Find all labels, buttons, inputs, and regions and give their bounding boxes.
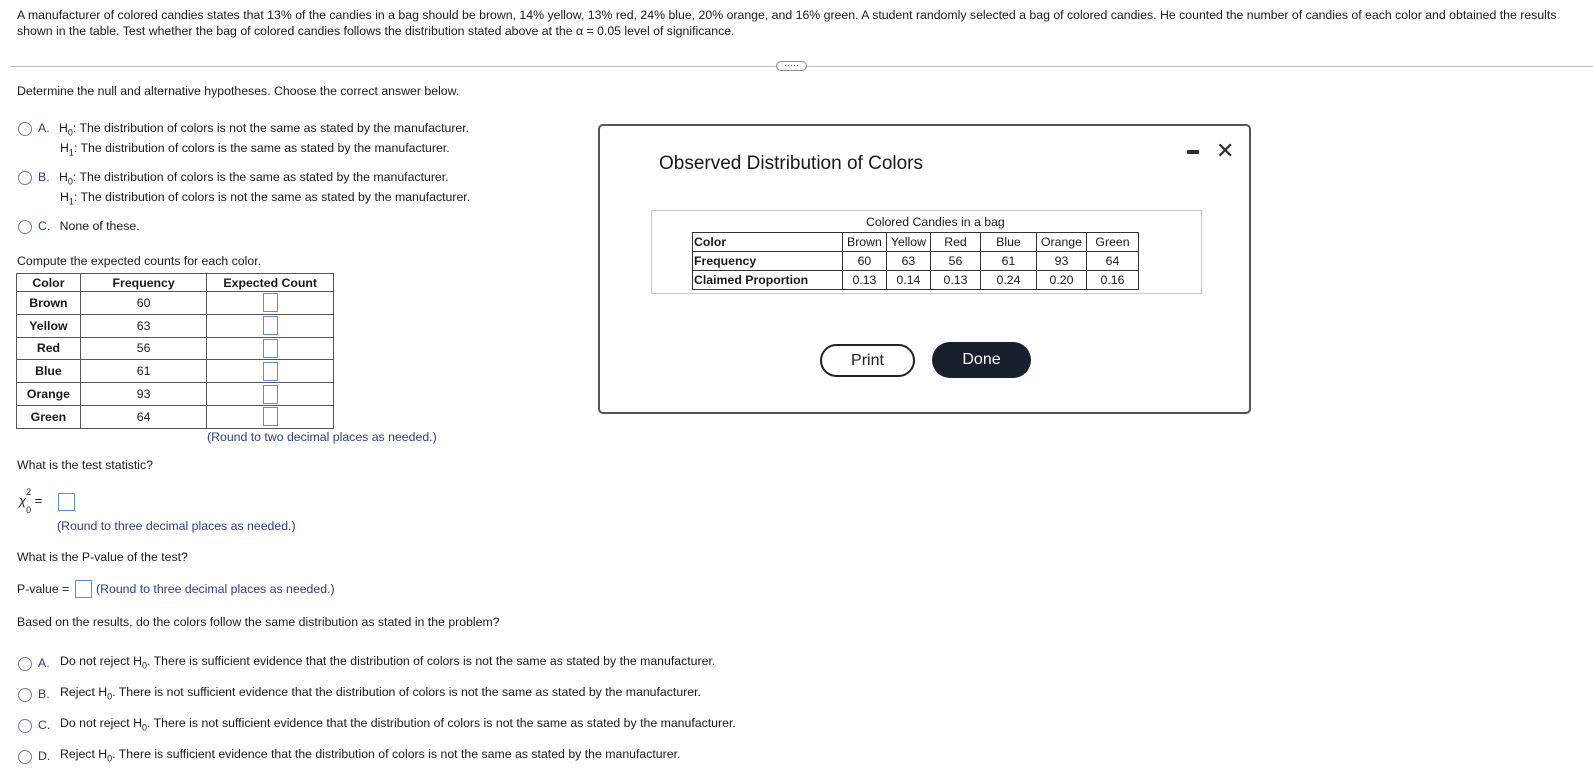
expected-count-input[interactable] xyxy=(263,385,278,404)
table-row xyxy=(17,292,334,315)
color-cell: Orange xyxy=(1036,233,1086,252)
proportion-cell: 0.24 xyxy=(980,271,1036,290)
color-cell: Green xyxy=(1087,233,1139,252)
frequency-cell: 60 xyxy=(843,252,887,271)
color-cell: Blue xyxy=(980,233,1036,252)
option-letter: B. xyxy=(38,170,50,184)
expected-count-table xyxy=(16,273,334,429)
close-icon[interactable]: ✕ xyxy=(1216,138,1235,163)
expected-count-input[interactable] xyxy=(263,407,278,426)
table-row xyxy=(693,271,1139,290)
chi-square-label: χ 2 $_0$ = xyxy=(19,487,43,515)
test-statistic-round-note: (Round to three decimal places as needed.) xyxy=(57,519,296,533)
h1-line-a: $H_1$: The distribution of colors is the same as stated by the manufacturer. xyxy=(60,141,450,158)
observed-table xyxy=(692,232,1139,290)
expected-count-input[interactable] xyxy=(263,339,278,358)
color-cell: Yellow xyxy=(17,314,81,337)
decision-text: Do not reject H xyxy=(60,716,143,730)
color-cell: Brown xyxy=(843,233,887,252)
header-expected-count: Expected Count xyxy=(207,274,334,292)
proportion-cell: 0.20 xyxy=(1036,271,1086,290)
frequency-cell: 60 xyxy=(80,292,207,315)
color-cell: Yellow xyxy=(886,233,930,252)
radio-icon[interactable] xyxy=(18,122,32,136)
evidence-text: . There is not sufficient evidence that the distribution of colors is not the same as stated by the manufacturer. xyxy=(147,716,736,730)
color-cell: Red xyxy=(930,233,980,252)
frequency-cell: 64 xyxy=(1087,252,1139,271)
hypothesis-option-c[interactable] xyxy=(18,219,140,234)
radio-icon[interactable] xyxy=(18,220,32,234)
minimize-icon[interactable] xyxy=(1187,150,1199,154)
radio-icon[interactable] xyxy=(18,171,32,185)
conclusion-option-a[interactable] xyxy=(18,656,50,671)
hypotheses-prompt: Determine the null and alternative hypotheses. Choose the correct answer below. xyxy=(17,84,460,98)
table-row xyxy=(693,233,1139,252)
test-statistic-input[interactable] xyxy=(58,493,75,511)
option-text: None of these. xyxy=(59,219,140,233)
h1-line-b: $H_1$: The distribution of colors is not the same as stated by the manufacturer. xyxy=(60,190,471,207)
decision-text: Reject H xyxy=(60,747,108,761)
decision-text: Do not reject H xyxy=(60,654,143,668)
header-frequency: Frequency xyxy=(80,274,207,292)
pvalue-round-note: (Round to three decimal places as needed.) xyxy=(96,582,335,596)
option-letter: B. xyxy=(38,687,50,701)
proportion-cell: 0.16 xyxy=(1087,271,1139,290)
conclusion-option-b[interactable] xyxy=(18,687,50,702)
option-letter: D. xyxy=(38,749,51,763)
radio-icon[interactable] xyxy=(18,719,32,733)
option-letter: C. xyxy=(38,219,51,233)
evidence-text: . There is sufficient evidence that the distribution of colors is not the same as stated by the manufacturer. xyxy=(147,654,716,668)
radio-icon[interactable] xyxy=(18,657,32,671)
row-label: Color xyxy=(693,233,843,252)
color-cell: Green xyxy=(17,405,81,428)
color-cell: Orange xyxy=(17,383,81,406)
problem-statement: A manufacturer of colored candies states that 13% of the candies in a bag should be brown, 14% yellow, 13% red, 24% blue, 20% orange, and 16% green. A student randomly selected a bag of colored candies. He counted the number of candies of each color and obtained the results shown in the table. Test whether the bag of colored candies follows the distribution stated above at the α = 0.05 level of significance. xyxy=(17,8,1557,38)
table-row xyxy=(17,383,334,406)
dialog-title: Observed Distribution of Colors xyxy=(659,153,923,174)
color-cell: Red xyxy=(17,337,81,360)
evidence-text: . There is not sufficient evidence that the distribution of colors is not the same as stated by the manufacturer. xyxy=(112,685,701,699)
table-caption: Colored Candies in a bag xyxy=(866,215,1005,229)
frequency-cell: 64 xyxy=(80,405,207,428)
expected-count-input[interactable] xyxy=(263,316,278,335)
expected-count-input[interactable] xyxy=(263,362,278,381)
frequency-cell: 56 xyxy=(930,252,980,271)
frequency-cell: 63 xyxy=(886,252,930,271)
expand-toggle-button[interactable]: ····· xyxy=(776,61,807,71)
color-cell: Brown xyxy=(17,292,81,315)
h0-text: The distribution of colors is the same as stated by the manufacturer. xyxy=(79,170,449,184)
proportion-cell: 0.13 xyxy=(843,271,887,290)
row-label: Claimed Proportion xyxy=(693,271,843,290)
done-button[interactable]: Done xyxy=(932,342,1031,378)
frequency-cell: 61 xyxy=(980,252,1036,271)
observed-distribution-dialog xyxy=(598,124,1251,414)
table-row xyxy=(17,314,334,337)
table-row xyxy=(693,252,1139,271)
pvalue-prompt: What is the P-value of the test? xyxy=(17,550,188,564)
radio-icon[interactable] xyxy=(18,688,32,702)
hypothesis-option-b[interactable]: B. $H_0$: The distribution of colors is the same as stated by the manufacturer. xyxy=(18,170,449,186)
option-letter: A. xyxy=(38,656,50,670)
conclusion-text-d: Reject $H_0$. There is sufficient evidence that the distribution of colors is not the same as stated by the manufacturer. xyxy=(60,747,681,764)
evidence-text: . There is sufficient evidence that the distribution of colors is not the same as stated by the manufacturer. xyxy=(112,747,681,761)
h1-text: The distribution of colors is not the same as stated by the manufacturer. xyxy=(80,190,471,204)
conclusion-option-c[interactable] xyxy=(18,718,50,733)
pvalue-label: P-value = xyxy=(17,582,70,596)
frequency-cell: 56 xyxy=(80,337,207,360)
hypothesis-option-a[interactable]: A. $H_0$: The distribution of colors is not the same as stated by the manufacturer. xyxy=(18,121,469,137)
expected-count-input[interactable] xyxy=(263,293,278,312)
table-row xyxy=(17,405,334,428)
radio-icon[interactable] xyxy=(18,750,32,764)
conclusion-prompt: Based on the results, do the colors follow the same distribution as stated in the problem? xyxy=(17,615,500,629)
frequency-cell: 63 xyxy=(80,314,207,337)
h1-text: The distribution of colors is the same as stated by the manufacturer. xyxy=(80,141,450,155)
observed-table-frame xyxy=(651,210,1202,294)
proportion-cell: 0.14 xyxy=(886,271,930,290)
frequency-cell: 93 xyxy=(1036,252,1086,271)
test-statistic-prompt: What is the test statistic? xyxy=(17,458,153,472)
table-row xyxy=(17,360,334,383)
expected-prompt: Compute the expected counts for each color. xyxy=(17,254,262,268)
color-cell: Blue xyxy=(17,360,81,383)
option-letter: A. xyxy=(38,121,50,135)
print-button[interactable]: Print xyxy=(820,344,915,377)
proportion-cell: 0.13 xyxy=(930,271,980,290)
row-label: Frequency xyxy=(693,252,843,271)
option-letter: C. xyxy=(38,718,51,732)
conclusion-option-d[interactable] xyxy=(18,749,50,764)
expected-round-note: (Round to two decimal places as needed.) xyxy=(207,430,437,444)
decision-text: Reject H xyxy=(60,685,108,699)
frequency-cell: 61 xyxy=(80,360,207,383)
conclusion-text-c: Do not reject $H_0$. There is not sufficient evidence that the distribution of colors is not the same as stated by the manufacturer. xyxy=(60,716,736,733)
header-color: Color xyxy=(17,274,81,292)
pvalue-input[interactable] xyxy=(75,580,92,598)
conclusion-text-b: Reject $H_0$. There is not sufficient evidence that the distribution of colors is not the same as stated by the manufacturer. xyxy=(60,685,701,702)
table-row xyxy=(17,337,334,360)
h0-text: The distribution of colors is not the same as stated by the manufacturer. xyxy=(79,121,470,135)
conclusion-text-a: Do not reject $H_0$. There is sufficient evidence that the distribution of colors is not the same as stated by the manufacturer. xyxy=(60,654,716,671)
frequency-cell: 93 xyxy=(80,383,207,406)
